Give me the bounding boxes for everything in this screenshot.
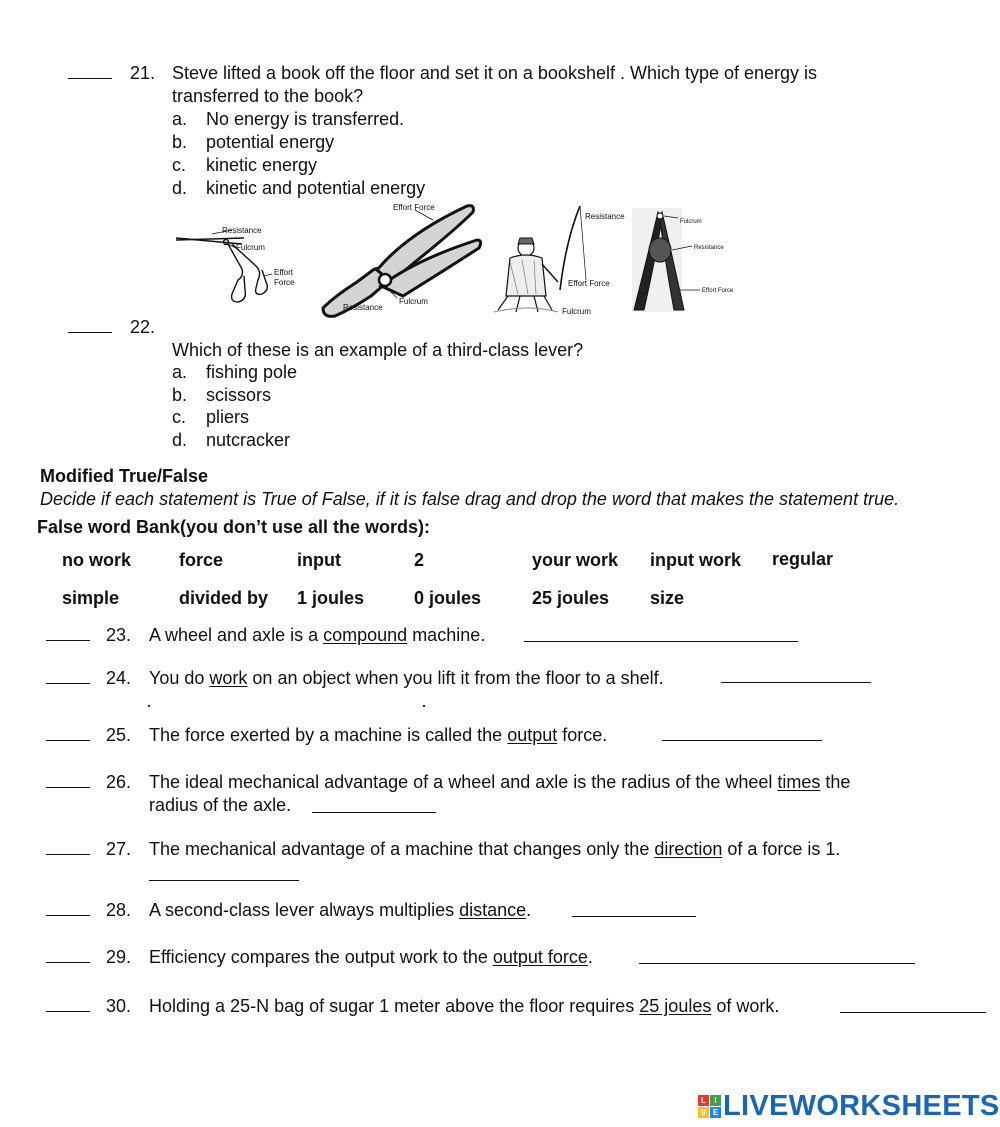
q24-text-after: on an object when you lift it from the floor to a shelf.: [247, 668, 664, 688]
q28-text-after: .: [526, 900, 532, 920]
q28-number: 28.: [106, 900, 132, 920]
word-bank-item[interactable]: 25 joules: [532, 588, 610, 608]
fishing-resistance-label: Resistance: [585, 212, 625, 221]
q30-number: 30.: [106, 996, 132, 1016]
nutcracker-lever-image: [630, 206, 745, 316]
q26-drop-zone[interactable]: [312, 796, 436, 818]
nutcracker-effort-label: Effort Force: [702, 288, 734, 294]
q28-statement: [149, 899, 531, 922]
q26-number: 26.: [106, 772, 132, 792]
q21-stem: Steve lifted a book off the floor and set it on a bookshelf . Which type of energy is: [172, 63, 818, 83]
q21-option-b: potential energy: [206, 132, 335, 152]
logo-cube-icon: [698, 1095, 721, 1118]
q29-tf-blank[interactable]: [46, 946, 90, 969]
pliers-resistance-label: Resistance: [343, 303, 383, 312]
q22-option-d: nutcracker: [206, 430, 291, 450]
fishing-fulcrum-label: Fulcrum: [562, 307, 591, 316]
pliers-lever-image: [315, 200, 485, 325]
q21-stem-line2: transferred to the book?: [172, 86, 364, 106]
logo-text: LIVEWORKSHEETS: [723, 1090, 1000, 1122]
q28-underlined-word: distance: [459, 900, 527, 920]
q26-text-after: the: [820, 772, 851, 792]
word-bank-item[interactable]: 2: [414, 550, 425, 570]
q21-option-d: kinetic and potential energy: [206, 178, 426, 198]
q25-tf-blank[interactable]: [46, 724, 90, 747]
q25-text-after: force.: [557, 725, 608, 745]
q30-tf-blank[interactable]: [46, 995, 90, 1018]
q24-number: 24.: [106, 668, 132, 688]
q26-statement: [149, 771, 850, 794]
q22-option-d-letter: d.: [172, 430, 188, 450]
q26-statement-line2: radius of the axle.: [149, 795, 292, 815]
q22-option-b: scissors: [206, 385, 272, 405]
q28-text-before: A second-class lever always multiplies: [149, 900, 460, 920]
fishing-effort-label: Effort Force: [568, 279, 610, 288]
q21-option-a-letter: a.: [172, 109, 188, 129]
q22-option-a: fishing pole: [206, 362, 298, 382]
q27-text-after: of a force is 1.: [722, 839, 841, 859]
q26-underlined-word: times: [777, 772, 821, 792]
q30-text-after: of work.: [711, 996, 780, 1016]
word-bank-item[interactable]: 1 joules: [297, 588, 365, 608]
logo-cube-letter: I: [710, 1095, 721, 1106]
word-bank-item[interactable]: input work: [650, 550, 741, 570]
q22-option-c-letter: c.: [172, 407, 187, 427]
q23-text-after: machine.: [407, 625, 486, 645]
q30-statement: [149, 995, 779, 1018]
q29-text-after: .: [587, 947, 593, 967]
q22-stem: Which of these is an example of a third-class lever?: [172, 340, 584, 360]
q28-tf-blank[interactable]: [46, 899, 90, 922]
q23-statement: [149, 624, 485, 647]
word-bank-item[interactable]: regular: [772, 549, 834, 569]
liveworksheets-logo: [698, 1090, 1000, 1123]
nutcracker-fulcrum-label: Fulcrum: [680, 219, 702, 225]
q23-drop-zone[interactable]: [524, 625, 798, 647]
q23-tf-blank[interactable]: [46, 624, 90, 647]
q27-tf-blank[interactable]: [46, 838, 90, 861]
logo-cube-letter: V: [698, 1107, 709, 1118]
logo-cube-letter: E: [710, 1107, 721, 1118]
q22-answer-blank[interactable]: [68, 316, 112, 339]
word-bank-title: False word Bank(you don’t use all the words):: [37, 517, 431, 537]
q29-number: 29.: [106, 947, 132, 967]
q27-text-before: The mechanical advantage of a machine that changes only the: [149, 839, 655, 859]
q23-text-before: A wheel and axle is a: [149, 625, 324, 645]
section-title: Modified True/False: [40, 466, 209, 486]
q27-number: 27.: [106, 839, 132, 859]
q22-option-c: pliers: [206, 407, 250, 427]
word-bank-item[interactable]: 0 joules: [414, 588, 482, 608]
q29-statement: [149, 946, 593, 969]
q21-number: 21.: [130, 63, 156, 83]
q27-drop-zone[interactable]: [149, 864, 299, 886]
q27-statement: [149, 838, 840, 861]
q22-option-a-letter: a.: [172, 362, 188, 382]
scissors-lever-image: [172, 214, 307, 309]
q25-drop-zone[interactable]: [662, 724, 822, 746]
scissors-resistance-label: Resistance: [222, 226, 262, 235]
q25-text-before: The force exerted by a machine is called the: [149, 725, 508, 745]
q21-option-d-letter: d.: [172, 178, 188, 198]
scissors-force-label: Force: [274, 278, 295, 287]
q26-text-before: The ideal mechanical advantage of a wheel and axle is the radius of the wheel: [149, 772, 778, 792]
word-bank-item[interactable]: simple: [62, 588, 120, 608]
nutcracker-resistance-label: Resistance: [694, 245, 724, 251]
q30-text-before: Holding a 25-N bag of sugar 1 meter above the floor requires: [149, 996, 640, 1016]
stray-dot: [423, 705, 425, 707]
q30-drop-zone[interactable]: [840, 996, 986, 1018]
section-instructions: Decide if each statement is True of False, if it is false drag and drop the word that makes the statement true.: [40, 489, 900, 509]
q23-number: 23.: [106, 625, 132, 645]
q21-option-c-letter: c.: [172, 155, 187, 175]
q24-statement: [149, 667, 664, 690]
q22-number: 22.: [130, 317, 156, 337]
word-bank-item[interactable]: input: [297, 550, 341, 570]
q21-option-c: kinetic energy: [206, 155, 318, 175]
word-bank-item[interactable]: your work: [532, 550, 619, 570]
logo-cube-letter: L: [698, 1095, 709, 1106]
q23-underlined-word: compound: [323, 625, 408, 645]
pliers-fulcrum-label: Fulcrum: [399, 297, 428, 306]
scissors-fulcrum-label: Fulcrum: [236, 243, 265, 252]
q30-underlined-word: 25 joules: [639, 996, 712, 1016]
q24-underlined-word: work: [209, 668, 248, 688]
q22-option-b-letter: b.: [172, 385, 188, 405]
q24-drop-zone[interactable]: [721, 666, 871, 688]
q29-underlined-word: output force: [492, 947, 588, 967]
q24-tf-blank[interactable]: [46, 667, 90, 690]
word-bank-item[interactable]: force: [179, 550, 224, 570]
word-bank-item[interactable]: no work: [62, 550, 132, 570]
q21-option-a: No energy is transferred.: [206, 109, 405, 129]
q28-drop-zone[interactable]: [572, 900, 696, 922]
stray-dot: [148, 705, 150, 707]
q26-tf-blank[interactable]: [46, 771, 90, 794]
q25-underlined-word: output: [507, 725, 558, 745]
q25-statement: [149, 724, 607, 747]
word-bank-item[interactable]: divided by: [179, 588, 269, 608]
q29-drop-zone[interactable]: [639, 947, 915, 969]
pliers-effort-label: Effort Force: [393, 203, 435, 212]
q29-text-before: Efficiency compares the output work to the: [149, 947, 493, 967]
word-bank-item[interactable]: size: [650, 588, 685, 608]
q25-number: 25.: [106, 725, 132, 745]
q21-answer-blank[interactable]: [68, 62, 112, 85]
q27-underlined-word: direction: [654, 839, 723, 859]
q24-text-before: You do: [149, 668, 210, 688]
q21-option-b-letter: b.: [172, 132, 188, 152]
scissors-effort-label: Effort: [274, 268, 293, 277]
fishing-pole-lever-image: [488, 200, 633, 318]
